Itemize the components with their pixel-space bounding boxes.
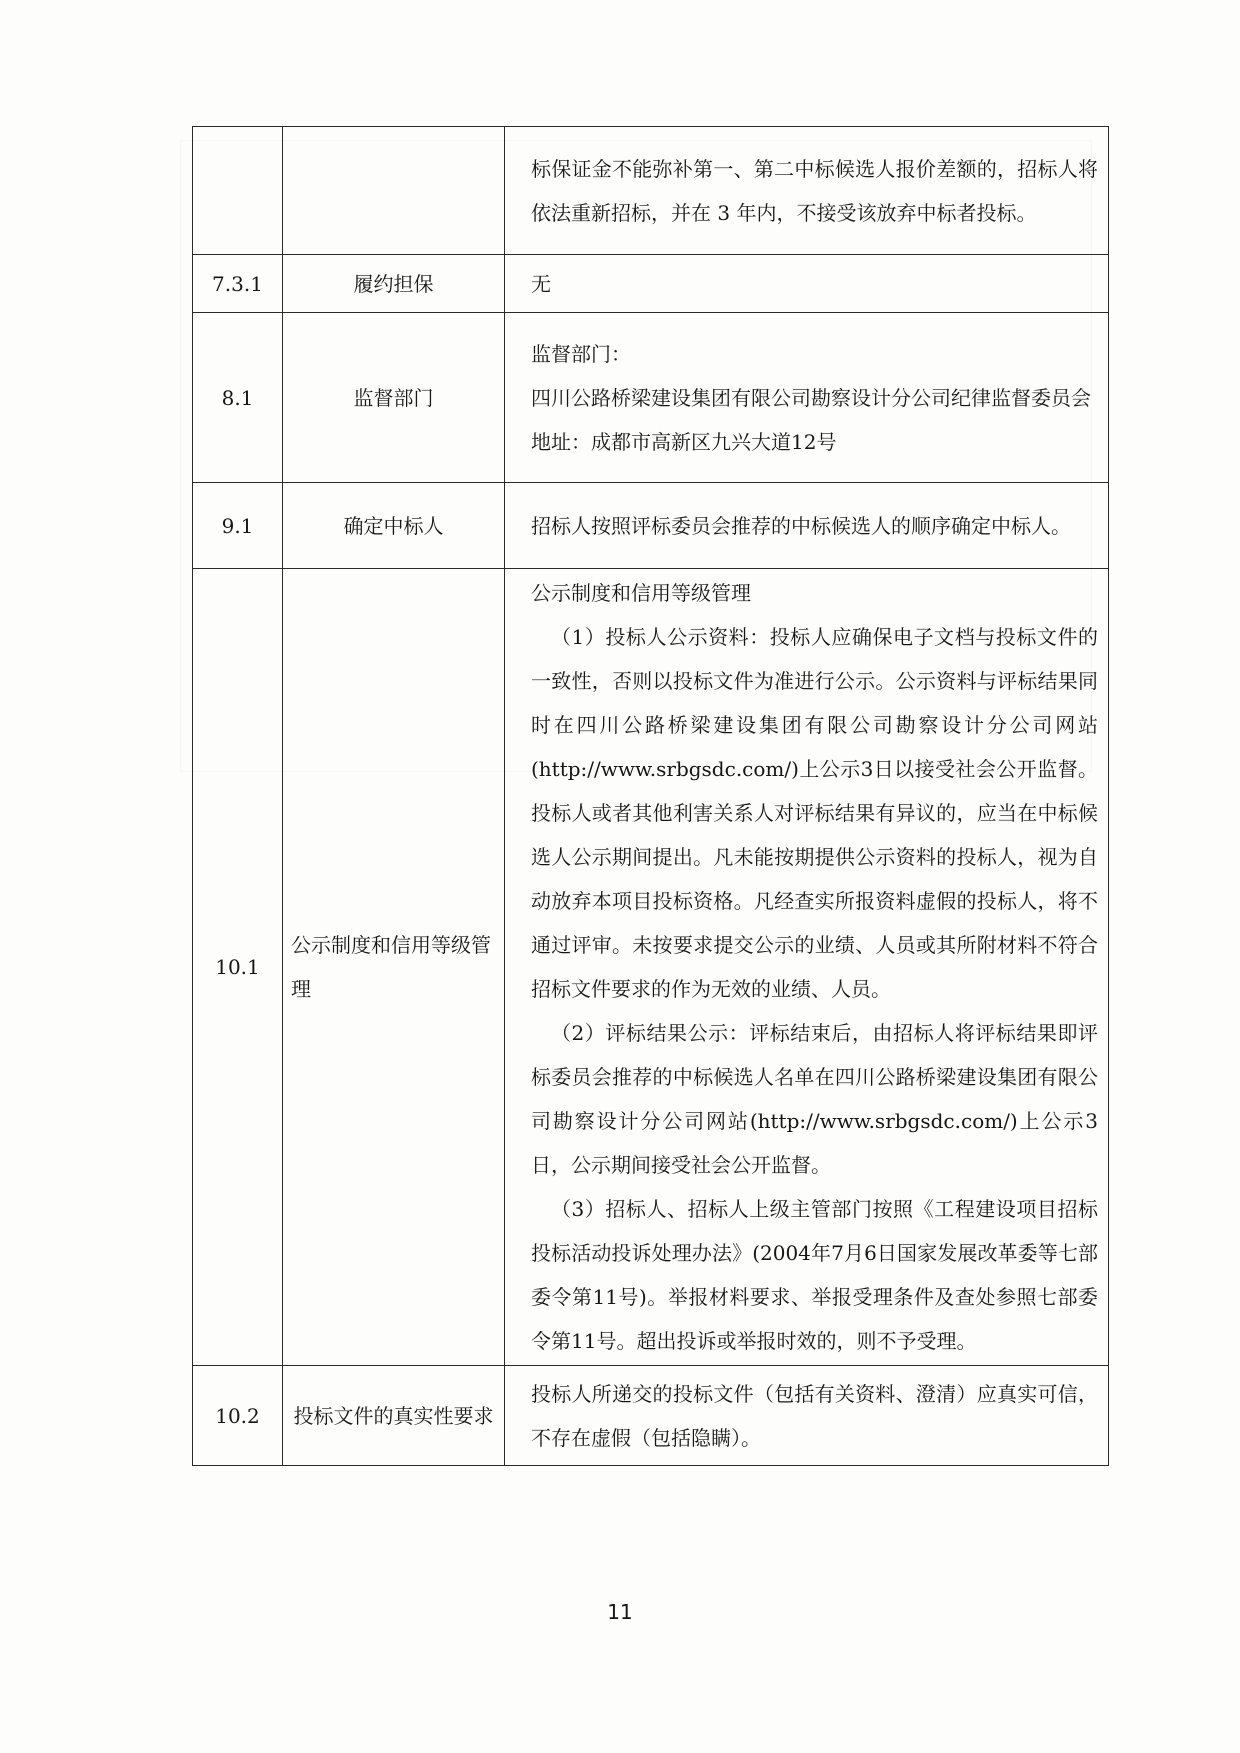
table-row	[193, 483, 1109, 569]
clause-name: 监督部门	[283, 313, 505, 483]
clause-content	[505, 255, 1109, 313]
content-paragraph: 公示制度和信用等级管理	[531, 581, 751, 605]
clause-number: 10.1	[193, 569, 283, 1366]
content-paragraph: 招标人按照评标委员会推荐的中标候选人的顺序确定中标人。	[531, 513, 1071, 538]
table-row	[193, 255, 1109, 313]
content-paragraph: （2）评标结果公示：评标结束后，由招标人将评标结果即评标委员会推荐的中标候选人名单在四川公路桥梁建设集团有限公司勘察设计分公司网站(http://www.srbgsdc.com/)上公示3日，公示期间接受社会公开监督。	[531, 1021, 1098, 1177]
clause-number: 8.1	[193, 313, 283, 483]
page-number: 11	[607, 1600, 633, 1624]
clause-content	[505, 483, 1109, 569]
clause-content	[505, 1366, 1109, 1466]
table-row	[193, 313, 1109, 483]
clause-name: 确定中标人	[283, 483, 505, 569]
clause-name	[283, 127, 505, 255]
content-paragraph: （3）招标人、招标人上级主管部门按照《工程建设项目招标投标活动投诉处理办法》(2004年7月6日国家发展改革委等七部委令第11号)。举报材料要求、举报受理条件及查处参照七部委令第11号。超出投诉或举报时效的，则不予受理。	[531, 1197, 1098, 1353]
clause-number	[193, 127, 283, 255]
bid-terms-table	[192, 126, 1109, 1466]
content-paragraph: 标保证金不能弥补第一、第二中标候选人报价差额的，招标人将依法重新招标，并在 3 年内，不接受该放弃中标者投标。	[531, 156, 1098, 225]
table-row	[193, 1366, 1109, 1466]
clause-name: 投标文件的真实性要求	[283, 1366, 505, 1466]
clause-content	[505, 127, 1109, 255]
table-row	[193, 569, 1109, 1366]
content-paragraph: 投标人所递交的投标文件（包括有关资料、澄清）应真实可信，不存在虚假（包括隐瞒）。	[531, 1381, 1098, 1450]
content-paragraph: （1）投标人公示资料：投标人应确保电子文档与投标文件的一致性，否则以投标文件为准进行公示。公示资料与评标结果同时在四川公路桥梁建设集团有限公司勘察设计分公司网站(http://www.srbgsdc.com/)上公示3日以接受社会公开监督。投标人或者其他利害关系人对评标结果有异议的，应当在中标候选人公示期间提出。凡未能按期提供公示资料的投标人，视为自动放弃本项目投标资格。凡经查实所报资料虚假的投标人，将不通过评审。未按要求提交公示的业绩、人员或其所附材料不符合招标文件要求的作为无效的业绩、人员。	[531, 625, 1098, 1001]
content-paragraph: 监督部门：	[531, 341, 631, 366]
clause-name: 公示制度和信用等级管理	[283, 569, 505, 1366]
content-paragraph: 四川公路桥梁建设集团有限公司勘察设计分公司纪律监督委员会	[531, 385, 1091, 410]
table-row	[193, 127, 1109, 255]
clause-number: 9.1	[193, 483, 283, 569]
content-paragraph: 无	[531, 271, 551, 296]
content-paragraph: 地址：成都市高新区九兴大道12号	[531, 429, 837, 454]
clause-number: 7.3.1	[193, 255, 283, 313]
clause-number: 10.2	[193, 1366, 283, 1466]
clause-content	[505, 569, 1109, 1366]
clause-name: 履约担保	[283, 255, 505, 313]
clause-content	[505, 313, 1109, 483]
